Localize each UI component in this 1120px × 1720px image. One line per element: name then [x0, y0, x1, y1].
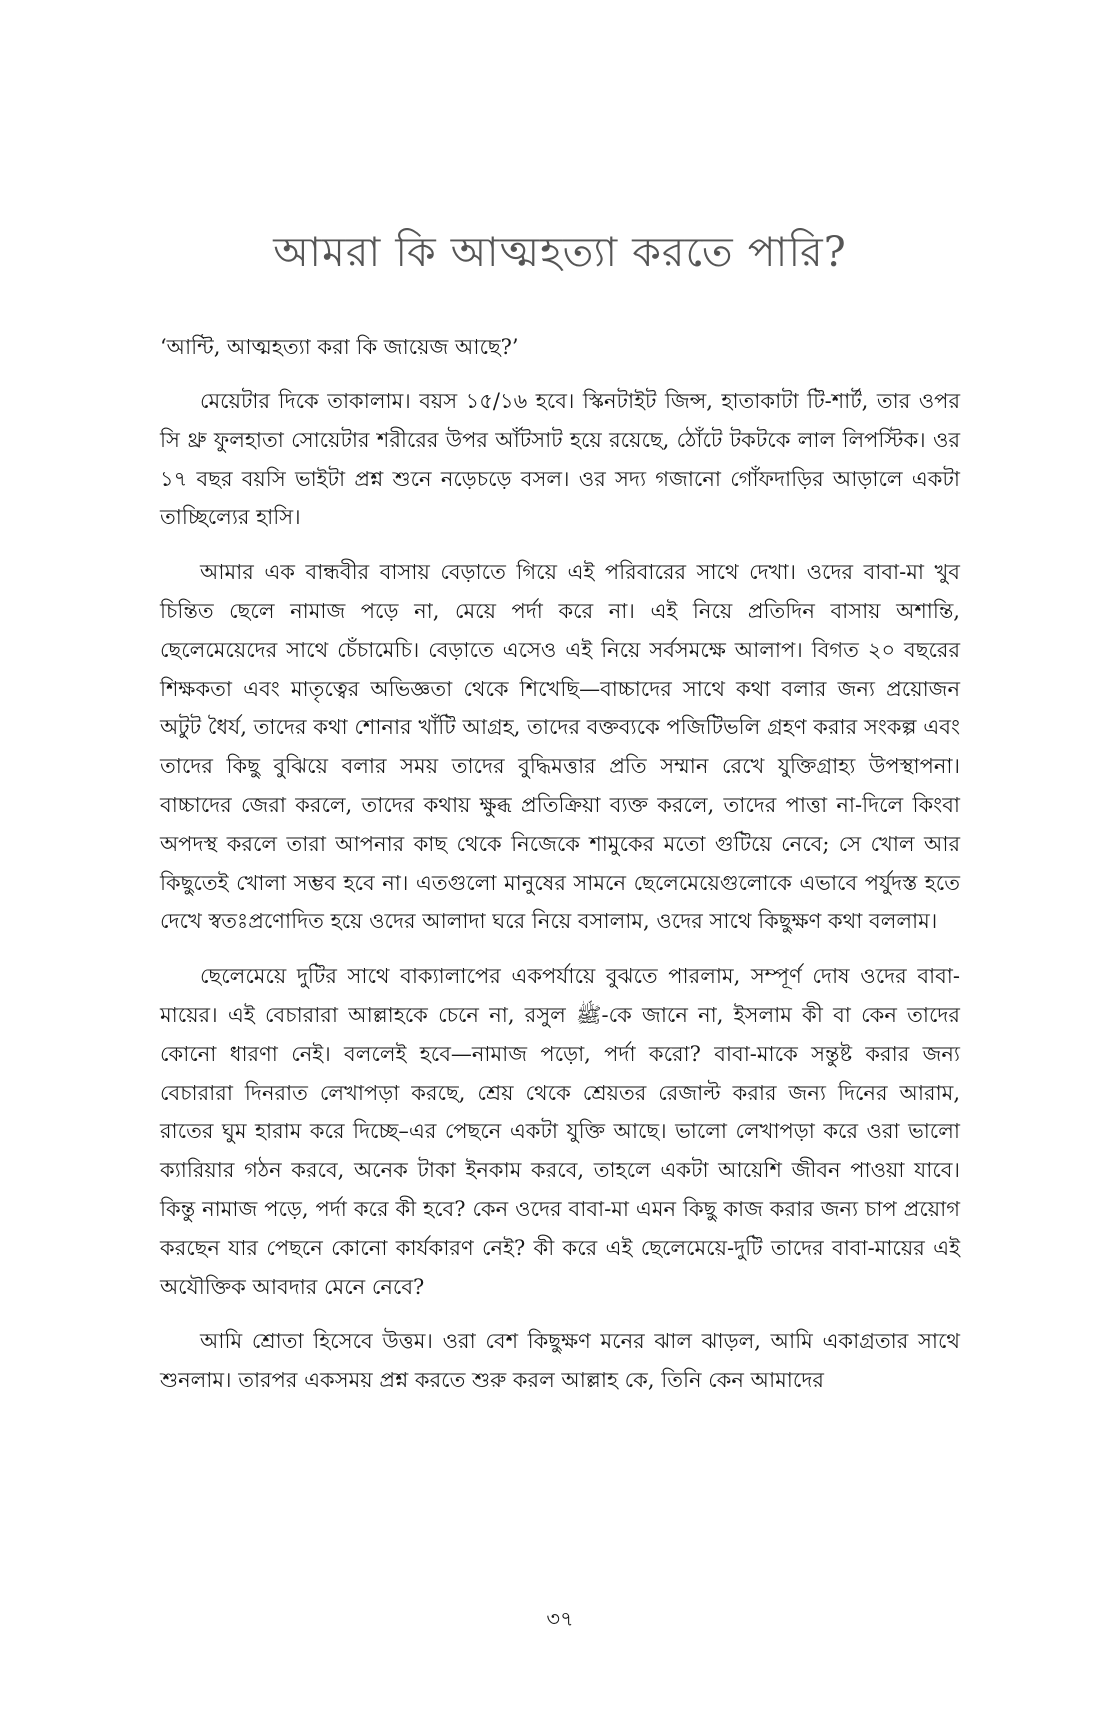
chapter-title: আমরা কি আত্মহত্যা করতে পারি?	[273, 228, 847, 276]
paragraph-2: আমার এক বান্ধবীর বাসায় বেড়াতে গিয়ে এই পরিবারের সাথে দেখা। ওদের বাবা-মা খুব চিন্তিত ছেলে নামাজ পড়ে না, মেয়ে পর্দা করে না। এই নিয়ে প্রতিদিন বাসায় অশান্তি, ছেলেমেয়েদের সাথে চেঁচামেচি। বেড়াতে এসেও এই নিয়ে সর্বসমক্ষে আলাপ। বিগত ২০ বছরের শিক্ষকতা এবং মাতৃত্বের অভিজ্ঞতা থেকে শিখেছি—বাচ্চাদের সাথে কথা বলার জন্য প্রয়োজন অটুট ধৈর্য, তাদের কথা শোনার খাঁটি আগ্রহ, তাদের বক্তব্যকে পজিটিভলি গ্রহণ করার সংকল্প এবং তাদের কিছু বুঝিয়ে বলার সময় তাদের বুদ্ধিমত্তার প্রতি সম্মান রেখে যুক্তিগ্রাহ্য উপস্থাপনা। বাচ্চাদের জেরা করলে, তাদের কথায় ক্ষুব্ধ প্রতিক্রিয়া ব্যক্ত করলে, তাদের পাত্তা না-দিলে কিংবা অপদস্থ করলে তারা আপনার কাছ থেকে নিজেকে শামুকের মতো গুটিয়ে নেবে; সে খোল আর কিছুতেই খোলা সম্ভব হবে না। এতগুলো মানুষের সামনে ছেলেমেয়েগুলোকে এভাবে পর্যুদস্ত হতে দেখে স্বতঃপ্রণোদিত হয়ে ওদের আলাদা ঘরে নিয়ে বসালাম, ওদের সাথে কিছুক্ষণ কথা বললাম।	[160, 560, 960, 934]
book-page	[160, 0, 960, 1720]
paragraph-4: আমি শ্রোতা হিসেবে উত্তম। ওরা বেশ কিছুক্ষণ মনের ঝাল ঝাড়ল, আমি একাগ্রতার সাথে শুনলাম। তারপর একসময় প্রশ্ন করতে শুরু করল আল্লাহ কে, তিনি কেন আমাদের	[160, 1329, 960, 1393]
paragraph-3: ছেলেমেয়ে দুটির সাথে বাক্যালাপের একপর্যায়ে বুঝতে পারলাম, সম্পূর্ণ দোষ ওদের বাবা-মায়ের। এই বেচারারা আল্লাহকে চেনে না, রসুল ﷺ-কে জানে না, ইসলাম কী বা কেন তাদের কোনো ধারণা নেই। বললেই হবে—নামাজ পড়ো, পর্দা করো? বাবা-মাকে সন্তুষ্ট করার জন্য বেচারারা দিনরাত লেখাপড়া করছে, শ্রেয় থেকে শ্রেয়তর রেজাল্ট করার জন্য দিনের আরাম, রাতের ঘুম হারাম করে দিচ্ছে–এর পেছনে একটা যুক্তি আছে। ভালো লেখাপড়া করে ওরা ভালো ক্যারিয়ার গঠন করবে, অনেক টাকা ইনকাম করবে, তাহলে একটা আয়েশি জীবন পাওয়া যাবে। কিন্তু নামাজ পড়ে, পর্দা করে কী হবে? কেন ওদের বাবা-মা এমন কিছু কাজ করার জন্য চাপ প্রয়োগ করছেন যার পেছনে কোনো কার্যকারণ নেই? কী করে এই ছেলেমেয়ে-দুটি তাদের বাবা-মায়ের এই অযৌক্তিক আবদার মেনে নেবে?	[160, 964, 960, 1299]
paragraph-1: মেয়েটার দিকে তাকালাম। বয়স ১৫/১৬ হবে। স্কিনটাইট জিন্স, হাতাকাটা টি-শার্ট, তার ওপর সি থ্রু ফুলহাতা সোয়েটার শরীরের উপর আঁটসাট হয়ে রয়েছে, ঠোঁটে টকটকে লাল লিপস্টিক। ওর ১৭ বছর বয়সি ভাইটা প্রশ্ন শুনে নড়েচড়ে বসল। ওর সদ্য গজানো গোঁফদাড়ির আড়ালে একটা তাচ্ছিল্যের হাসি।	[160, 389, 960, 530]
page-number: ৩৭	[546, 1607, 574, 1631]
opening-quote: ‘আন্টি, আত্মহত্যা করা কি জায়েজ আছে?’	[160, 335, 519, 359]
body-text	[160, 328, 960, 1416]
